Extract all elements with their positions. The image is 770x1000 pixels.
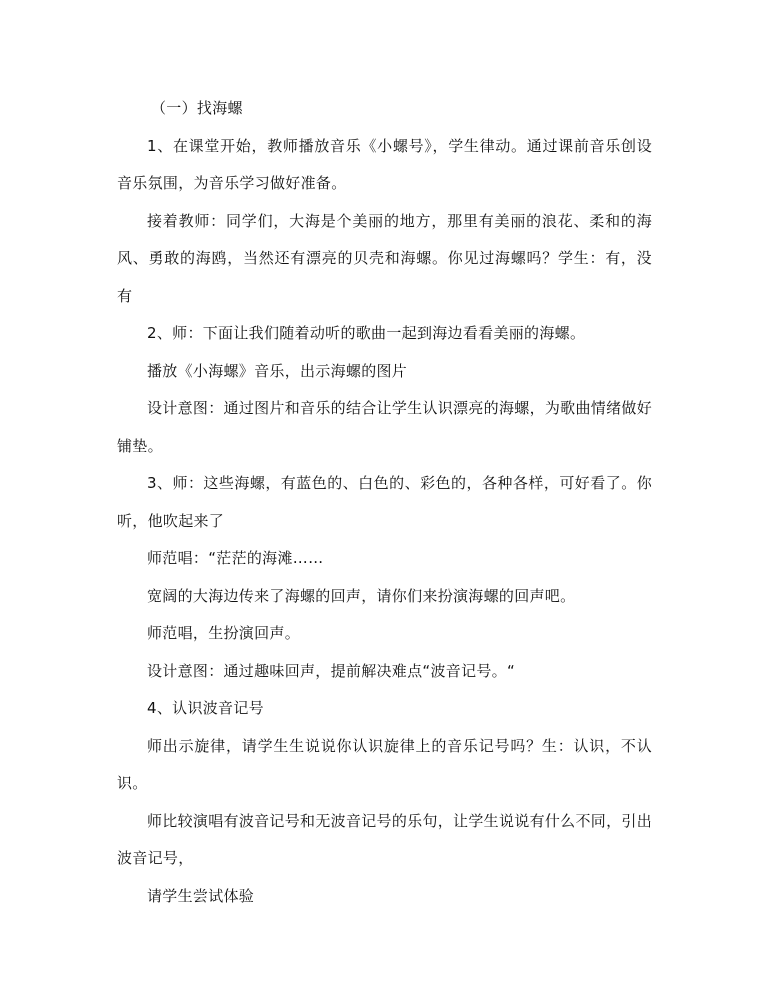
paragraph-step-4: 4、认识波音记号 <box>147 699 264 717</box>
paragraph-play-music: 播放《小海螺》音乐，出示海螺的图片 <box>147 361 408 380</box>
paragraph-echo: 宽阔的大海边传来了海螺的回声，请你们来扮演海螺的回声吧。 <box>147 586 576 605</box>
paragraph-compare: 师比较演唱有波音记号和无波音记号的乐句，让学生说说有什么不同，引出波音记号， <box>117 811 652 867</box>
paragraph-teacher-sings: 师范唱：“茫茫的海滩…… <box>147 549 324 567</box>
section-heading: （一）找海螺 <box>151 99 243 117</box>
paragraph-try: 请学生尝试体验 <box>147 886 255 905</box>
paragraph-echo-roleplay: 师范唱，生扮演回声。 <box>147 624 301 642</box>
document-body <box>117 90 652 915</box>
paragraph-step-3: 3、师：这些海螺，有蓝色的、白色的、彩色的，各种各样，可好看了。你听，他吹起来了 <box>117 474 652 530</box>
paragraph-teacher-intro: 接着教师：同学们，大海是个美丽的地方，那里有美丽的浪花、柔和的海风、勇敢的海鸥，当然还有漂亮的贝壳和海螺。你见过海螺吗？学生：有，没有 <box>117 211 652 305</box>
paragraph-show-melody: 师出示旋律，请学生生说说你认识旋律上的音乐记号吗？生：认识，不认识。 <box>117 736 652 792</box>
paragraph-step-1: 1、在课堂开始，教师播放音乐《小螺号》，学生律动。通过课前音乐创设音乐氛围，为音乐学习做好准备。 <box>117 136 652 192</box>
paragraph-design-intent-1: 设计意图：通过图片和音乐的结合让学生认识漂亮的海螺，为歌曲情绪做好铺垫。 <box>117 399 652 455</box>
paragraph-design-intent-2: 设计意图：通过趣味回声，提前解决难点“波音记号。“ <box>147 661 516 680</box>
paragraph-step-2: 2、师：下面让我们随着动听的歌曲一起到海边看看美丽的海螺。 <box>147 324 586 342</box>
